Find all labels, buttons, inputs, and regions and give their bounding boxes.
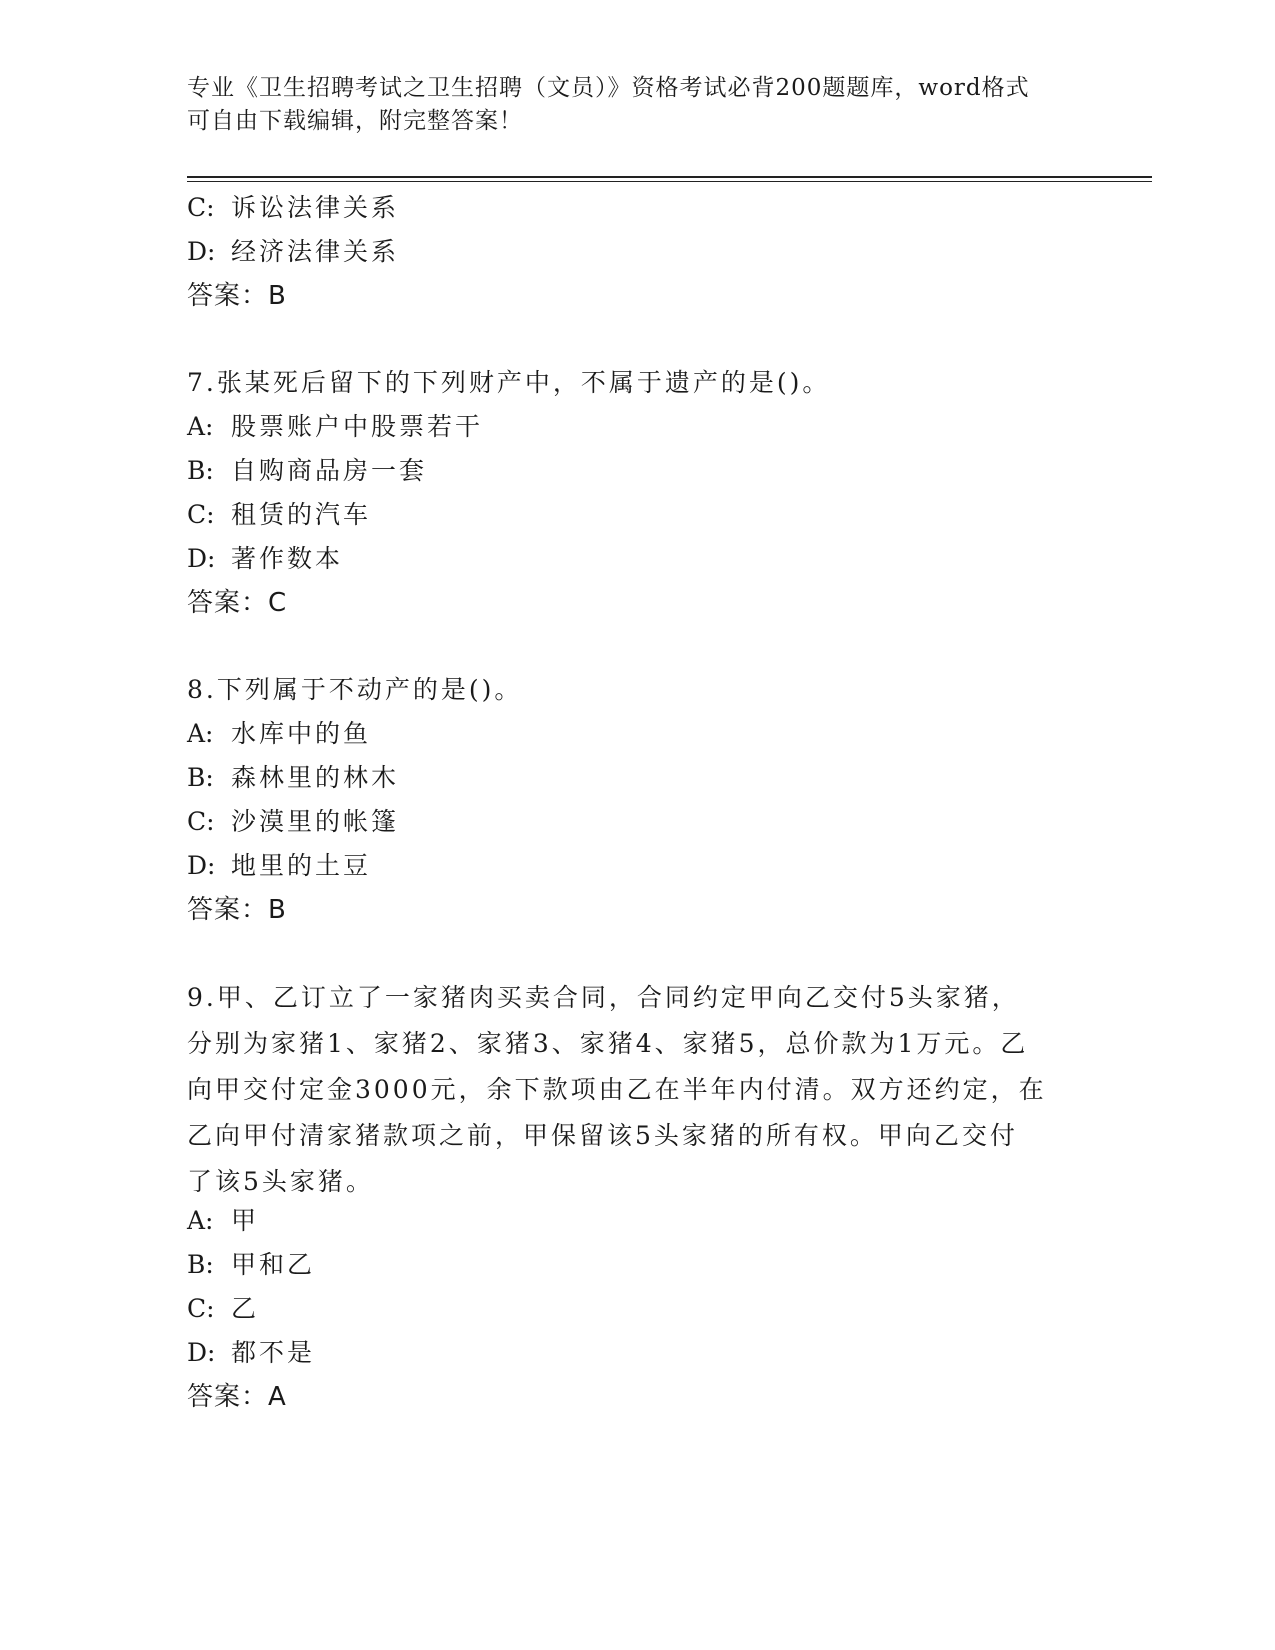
option-b [187,1250,315,1280]
option-key: A: [187,412,214,441]
option-key: A: [187,1206,214,1235]
option-d [187,1338,315,1368]
option-key: D: [187,237,216,266]
option-a [187,1206,259,1236]
header-line-2: 可自由下载编辑，附完整答案！ [187,108,523,134]
stem-line: 分别为家猪1、家猪2、家猪3、家猪4、家猪5，总价款为1万元。乙 [187,1029,1029,1058]
option-a [187,412,483,442]
document-header [187,72,1087,138]
option-text: 著作数本 [231,544,344,573]
question-stem [187,975,1087,1205]
option-d [187,237,399,267]
option-text: 甲 [231,1206,260,1235]
question-stem: 8.下列属于不动产的是()。 [187,675,523,704]
option-text: 沙漠里的帐篷 [231,807,400,836]
option-key: D: [187,1338,216,1367]
option-a [187,719,371,749]
option-key: C: [187,807,215,836]
answer-line: 答案：B [187,281,287,311]
option-text: 租赁的汽车 [231,500,372,529]
question-stem: 7.张某死后留下的下列财产中，不属于遗产的是()。 [187,368,831,397]
option-key: B: [187,1250,214,1279]
option-b [187,456,427,486]
option-key: C: [187,500,215,529]
option-key: D: [187,544,216,573]
option-key: A: [187,719,214,748]
header-line-1: 专业《卫生招聘考试之卫生招聘（文员）》资格考试必背200题题库，word格式 [187,75,1030,101]
option-text: 诉讼法律关系 [231,193,400,222]
answer-line: 答案：A [187,1382,287,1412]
option-text: 股票账户中股票若干 [231,412,484,441]
option-c [187,500,371,530]
option-key: C: [187,193,215,222]
answer-line: 答案：B [187,895,287,925]
option-key: B: [187,763,214,792]
header-rule-thin [187,181,1152,182]
option-key: C: [187,1294,215,1323]
answer-line: 答案：C [187,588,288,618]
option-key: D: [187,851,216,880]
option-d [187,851,371,881]
option-b [187,763,399,793]
option-text: 森林里的林木 [231,763,400,792]
stem-line: 乙向甲付清家猪款项之前，甲保留该5头家猪的所有权。甲向乙交付 [187,1121,1018,1150]
option-c [187,193,399,223]
option-text: 都不是 [231,1338,316,1367]
option-text: 自购商品房一套 [231,456,428,485]
option-d [187,544,343,574]
option-c [187,1294,259,1324]
option-text: 甲和乙 [231,1250,316,1279]
header-rule-thick [187,176,1152,178]
stem-line: 了该5头家猪。 [187,1167,374,1196]
stem-line: 向甲交付定金3000元，余下款项由乙在半年内付清。双方还约定，在 [187,1075,1047,1104]
stem-line: 9.甲、乙订立了一家猪肉买卖合同，合同约定甲向乙交付5头家猪， [187,983,1020,1012]
option-text: 经济法律关系 [231,237,400,266]
option-text: 乙 [231,1294,260,1323]
option-key: B: [187,456,214,485]
option-text: 水库中的鱼 [231,719,372,748]
option-c [187,807,399,837]
option-text: 地里的土豆 [231,851,372,880]
